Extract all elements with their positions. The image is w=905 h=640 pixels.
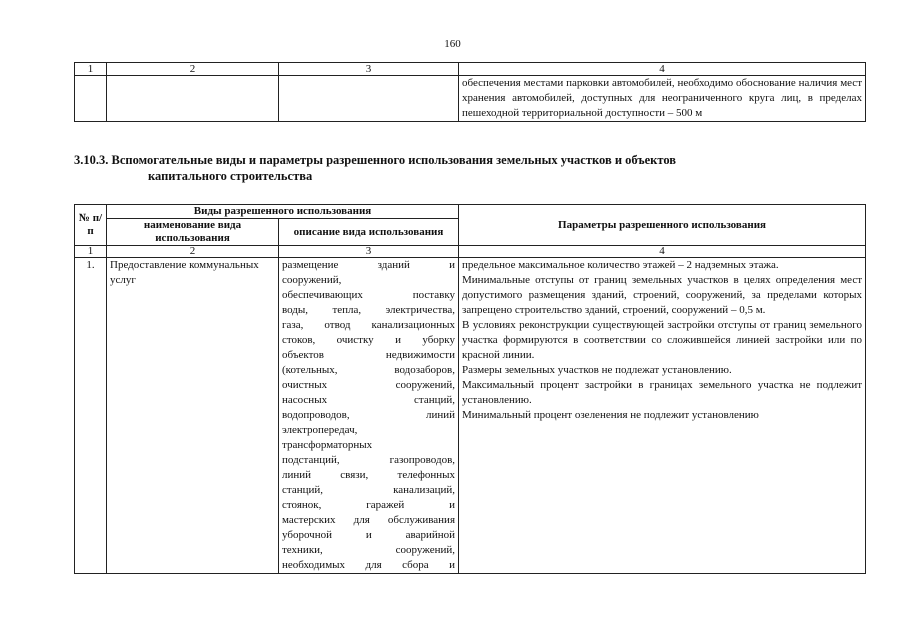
desc-line: стоянок, гаражей и [282, 499, 456, 511]
param-paragraph: Размеры земельных участков не подлежат установлению. [462, 364, 732, 376]
desc-line: объектов недвижимости [282, 349, 456, 361]
row-params [459, 258, 866, 574]
cell-desc [279, 76, 459, 122]
desc-line: стоков, очистку и уборку [282, 334, 456, 346]
continuation-table [74, 62, 866, 122]
param-paragraph: Максимальный процент застройки в границах земельного участка не подлежит установлению. [462, 379, 863, 406]
desc-line: электропередач, [282, 424, 358, 436]
header-types-group: Виды разрешенного использования [107, 205, 459, 219]
cell-name [107, 76, 279, 122]
col-number-2: 2 [107, 246, 279, 258]
column-number-row [75, 63, 866, 76]
desc-line: воды, тепла, электричества, [282, 304, 456, 316]
row-name: Предоставление коммунальных услуг [107, 258, 279, 574]
section-heading-line1: 3.10.3. Вспомогательные виды и параметры разрешенного использования земельных участков и объектов [74, 153, 677, 167]
header-num: № п/п [75, 205, 107, 246]
desc-line: очистных сооружений, [282, 379, 456, 391]
col-number-4: 4 [459, 63, 866, 76]
desc-line: насосных станций, [282, 394, 456, 406]
table-row [75, 76, 866, 122]
col-number-3: 3 [279, 246, 459, 258]
col-number-2: 2 [107, 63, 279, 76]
desc-line: трансформаторных [282, 439, 373, 451]
section-heading-line2: капитального строительства [148, 169, 313, 183]
desc-line: газа, отвод канализационных [282, 319, 456, 331]
row-num: 1. [75, 258, 107, 574]
permitted-use-table [74, 204, 866, 574]
param-paragraph: Минимальный процент озеленения не подлежит установлению [462, 409, 759, 421]
cell-num [75, 76, 107, 122]
row-description [279, 258, 459, 574]
desc-line: обеспечивающих поставку [282, 289, 456, 301]
desc-line: водопроводов, линий [282, 409, 456, 421]
header-params: Параметры разрешенного использования [459, 205, 866, 246]
desc-line: размещение зданий и [282, 259, 456, 271]
header-name-col: наименование вида использования [107, 219, 279, 246]
col-number-3: 3 [279, 63, 459, 76]
col-number-4: 4 [459, 246, 866, 258]
param-paragraph: Минимальные отступы от границ земельных участков в целях определения мест допустимого размещения зданий, строений, сооружений, за пределами которых запрещено строительство зданий, строений, сооружений – 0,5 м. [462, 274, 863, 316]
cell-params: обеспечения местами парковки автомобилей, необходимо обоснование наличия мест хранения автомобилей, доступных для неограниченного круга лиц, в пределах пешеходной территориальной доступности – 500 м [459, 76, 866, 122]
table-row [75, 258, 866, 574]
header-desc-col: описание вида использования [279, 219, 459, 246]
desc-line: подстанций, газопроводов, [282, 454, 456, 466]
desc-line: линий связи, телефонных [282, 469, 456, 481]
col-number-1: 1 [75, 246, 107, 258]
page-number: 160 [444, 38, 461, 50]
desc-line: (котельных, водозаборов, [282, 364, 456, 376]
desc-line: сооружений, [282, 274, 342, 286]
desc-line: станций, канализаций, [282, 484, 456, 496]
desc-line: техники, сооружений, [282, 544, 456, 556]
column-number-row [75, 246, 866, 258]
section-heading [74, 152, 865, 184]
desc-line: мастерских для обслуживания [282, 514, 456, 526]
param-paragraph: предельное максимальное количество этажей – 2 надземных этажа. [462, 259, 779, 271]
desc-line: уборочной и аварийной [282, 529, 456, 541]
param-paragraph: В условиях реконструкции существующей застройки отступы от границ земельного участка формируются в соответствии со сложившейся линией застройки или по красной линии. [462, 319, 863, 361]
desc-line: необходимых для сбора и [282, 559, 456, 571]
header-row-1 [75, 205, 866, 219]
col-number-1: 1 [75, 63, 107, 76]
